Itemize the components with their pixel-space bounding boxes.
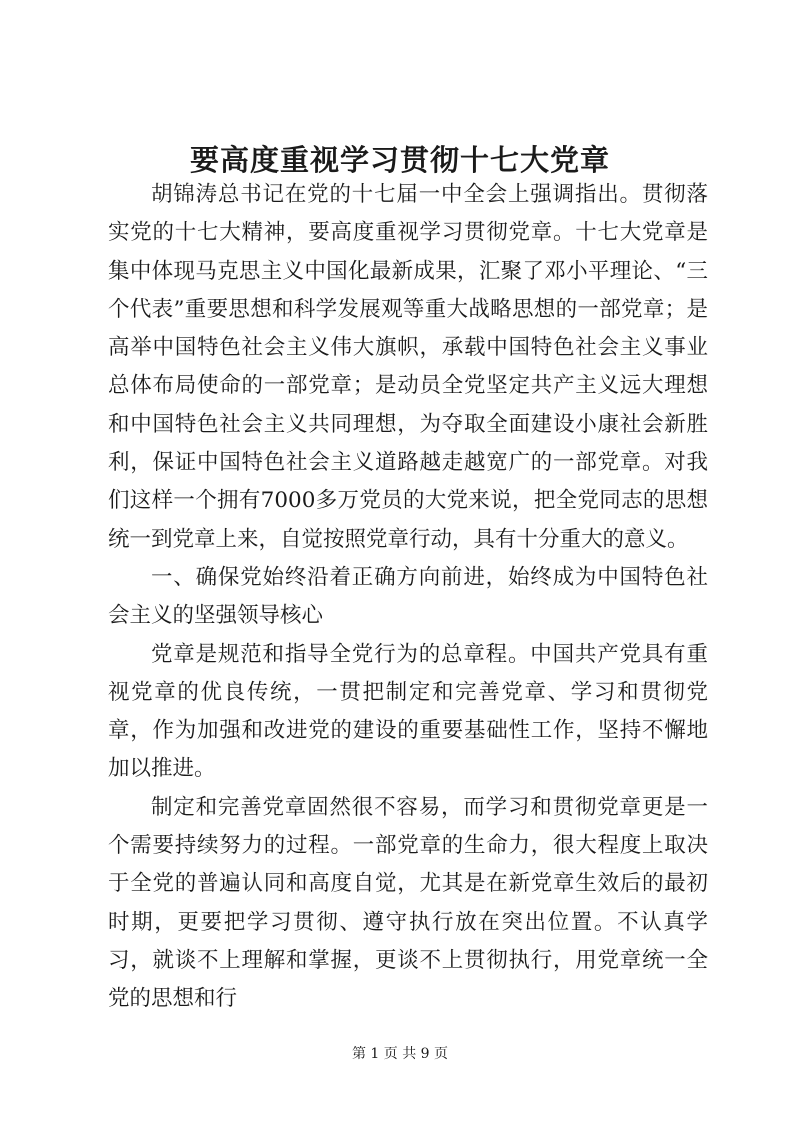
paragraph: 胡锦涛总书记在党的十七届一中全会上强调指出。贯彻落实党的十七大精神，要高度重视学习贯彻党章。十七大党章是集中体现马克思主义中国化最新成果，汇聚了邓小平理论、“三个代表”重要思想和科学发展观等重大战略思想的一部党章；是高举中国特色社会主义伟大旗帜，承载中国特色社会主义事业总体布局使命的一部党章；是动员全党坚定共产主义远大理想和中国特色社会主义共同理想，为夺取全面建设小康社会新胜利，保证中国特色社会主义道路越走越宽广的一部党章。对我们这样一个拥有7000多万党员的大党来说，把全党同志的思想统一到党章上来，自觉按照党章行动，具有十分重大的意义。 xyxy=(108,182,708,552)
document-title: 要高度重视学习贯彻十七大党章 xyxy=(189,143,610,177)
document-body xyxy=(108,176,708,1019)
paragraph: 制定和完善党章固然很不容易，而学习和贯彻党章更是一个需要持续努力的过程。一部党章的生命力，很大程度上取决于全党的普遍认同和高度自觉，尤其是在新党章生效后的最初时期，更要把学习贯彻、遵守执行放在突出位置。不认真学习，就谈不上理解和掌握，更谈不上贯彻执行，用党章统一全党的思想和行 xyxy=(108,794,708,1012)
paragraph: 党章是规范和指导全党行为的总章程。中国共产党具有重视党章的优良传统，一贯把制定和完善党章、学习和贯彻党章，作为加强和改进党的建设的重要基础性工作，坚持不懈地加以推进。 xyxy=(108,641,708,782)
page-footer: 第 1 页 共 9 页 xyxy=(351,1046,449,1062)
section-heading: 一、确保党始终沿着正确方向前进，始终成为中国特色社会主义的坚强领导核心 xyxy=(108,564,708,629)
